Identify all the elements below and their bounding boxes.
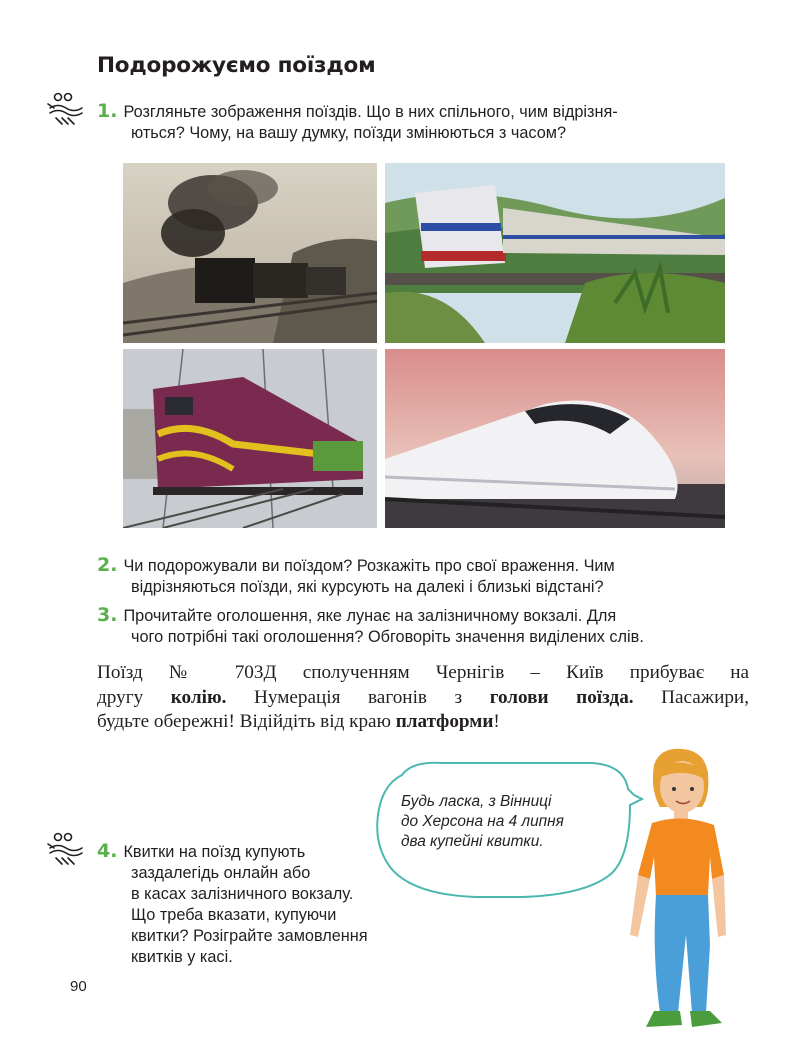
task-number: 4.	[97, 840, 118, 862]
train-photos-grid	[123, 163, 725, 528]
task-number: 1.	[97, 100, 118, 122]
group-work-icon	[46, 832, 92, 866]
task-text: квитків у касі.	[131, 948, 233, 966]
bubble-line: до Херсона на 4 липня	[401, 813, 564, 830]
high-speed-train-photo	[385, 349, 725, 528]
task-number: 2.	[97, 554, 118, 576]
bubble-line: два купейні квитки.	[401, 833, 544, 850]
bubble-line: Будь ласка, з Вінниці	[401, 793, 552, 810]
group-work-icon	[46, 92, 92, 126]
task-text: відрізняються поїзди, які курсують на далекі і близькі відстані?	[131, 578, 604, 596]
page-title: Подорожуємо поїздом	[97, 53, 376, 78]
purple-diesel-locomotive-photo	[123, 349, 377, 528]
task-text: ються? Чому, на вашу думку, поїзди змінюються з часом?	[131, 124, 567, 142]
diesel-train-on-bridge-photo	[385, 163, 725, 343]
highlighted-word: голови поїзда.	[489, 686, 634, 708]
station-announcement	[97, 661, 749, 735]
boy-illustration	[626, 745, 730, 1030]
task-text: Чи подорожували ви поїздом? Розкажіть про свої враження. Чим	[123, 557, 615, 575]
task-text: заздалегідь онлайн або	[131, 864, 311, 882]
announcement-line: другу колію. Нумерація вагонів з голови поїзда. Пасажири,	[97, 686, 749, 708]
highlighted-word: платформи	[395, 711, 494, 732]
task-text: в касах залізничного вокзалу.	[131, 885, 354, 903]
task-2	[97, 555, 615, 598]
task-1	[97, 101, 618, 144]
announcement-line: Поїзд № 703Д сполученням Чернігів – Київ прибуває на	[97, 662, 749, 683]
highlighted-word: колію.	[170, 686, 227, 708]
page-number: 90	[70, 978, 87, 995]
task-text: Розгляньте зображення поїздів. Що в них спільного, чим відрізня-	[123, 103, 618, 121]
task-4	[97, 841, 368, 968]
task-text: квитки? Розіграйте замовлення	[131, 927, 368, 945]
task-text: чого потрібні такі оголошення? Обговоріть значення виділених слів.	[131, 628, 644, 646]
task-3	[97, 605, 644, 648]
announcement-line: будьте обережні! Відійдіть від краю платформи!	[97, 711, 500, 732]
task-text: Квитки на поїзд купують	[123, 843, 306, 861]
steam-locomotive-photo	[123, 163, 377, 343]
task-number: 3.	[97, 604, 118, 626]
task-text: Прочитайте оголошення, яке лунає на залізничному вокзалі. Для	[123, 607, 617, 625]
task-text: Що треба вказати, купуючи	[131, 906, 337, 924]
bubble-text	[401, 792, 564, 852]
